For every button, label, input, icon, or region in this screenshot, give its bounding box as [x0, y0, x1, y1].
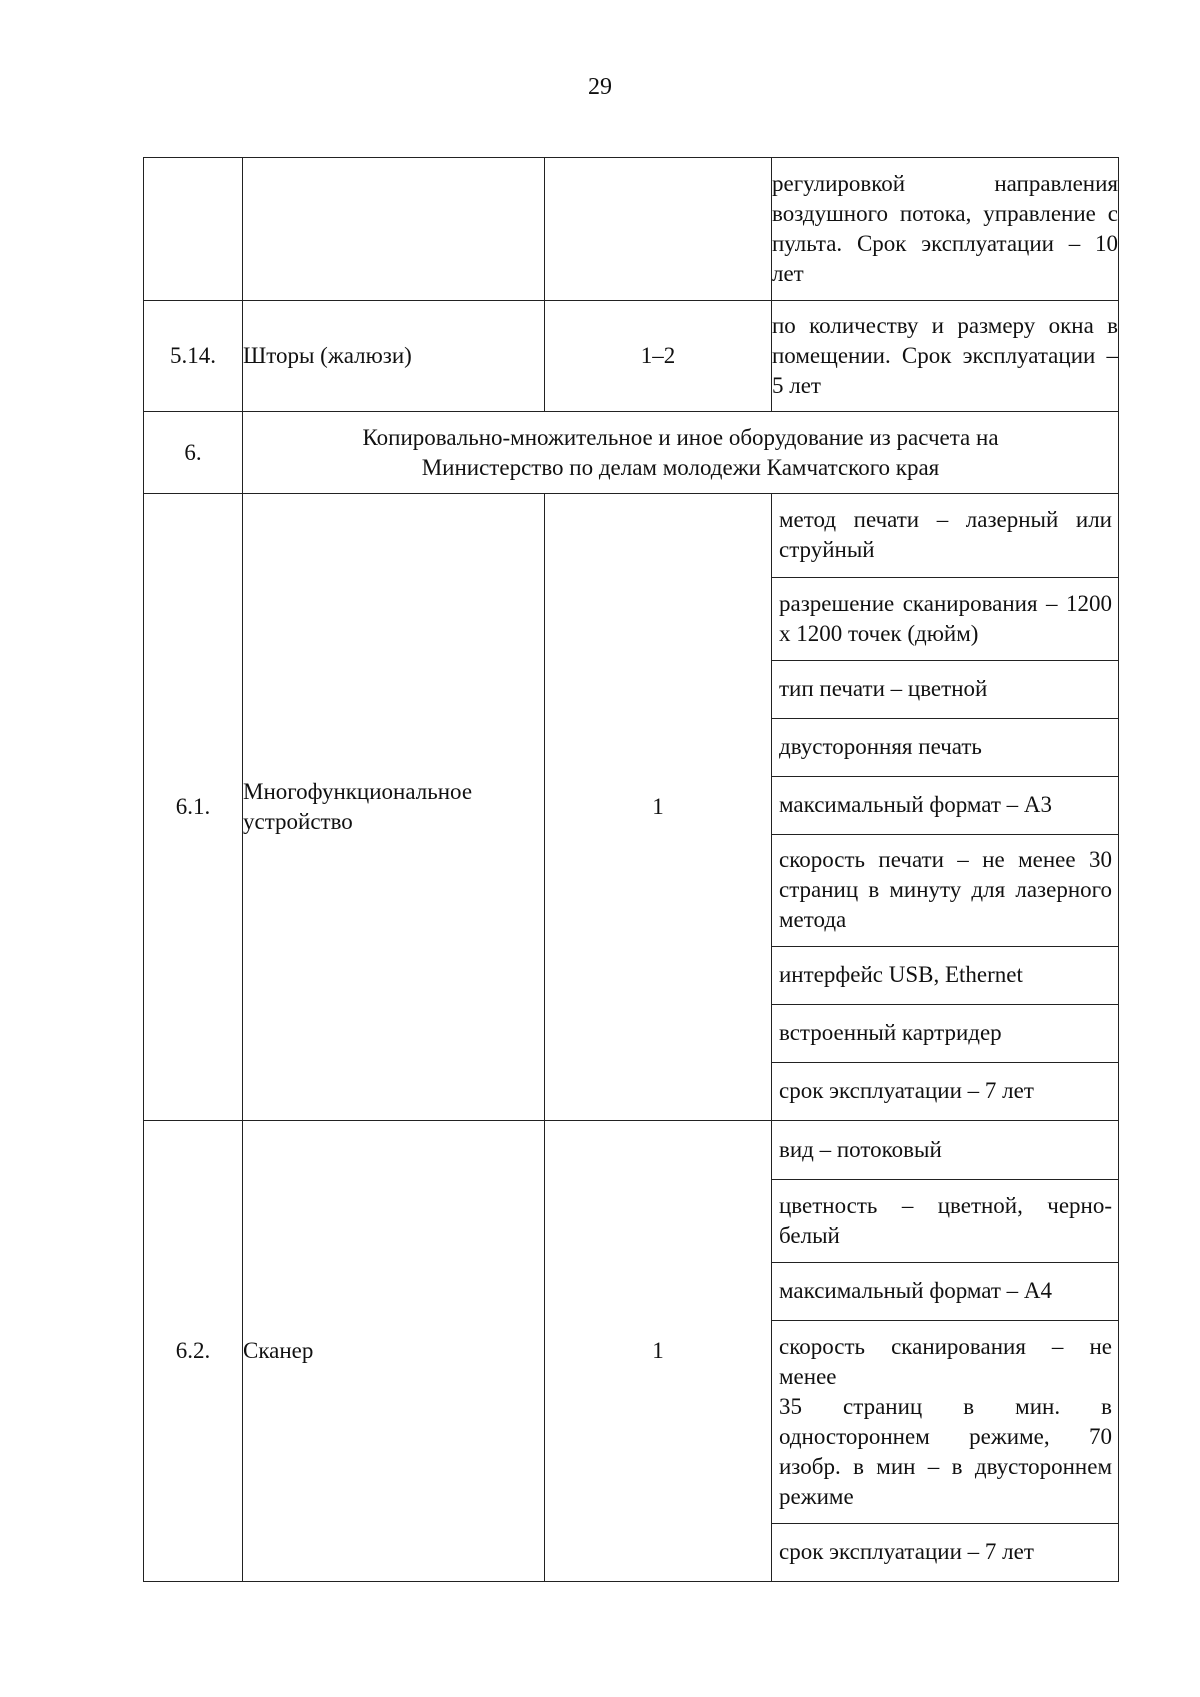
spec-item: [772, 1320, 1118, 1523]
spec-item: встроенный картридер: [772, 1004, 1118, 1062]
section-title-line: Копировально-множительное и иное оборудование из расчета на: [362, 424, 999, 450]
spec-item-line: скорость сканирования – не менее: [779, 1333, 1112, 1389]
cell-spec: [772, 158, 1119, 301]
page-number: 29: [588, 74, 612, 100]
cell-num: 6.2.: [144, 1121, 243, 1582]
cell-qty: 1–2: [545, 301, 772, 412]
cell-qty: 1: [545, 494, 772, 1121]
table-row-continuation: [144, 158, 1119, 301]
spec-item: максимальный формат – А4: [772, 1262, 1118, 1320]
spec-item: скорость печати – не менее 30 страниц в минуту для лазерного метода: [772, 834, 1118, 946]
spec-item: интерфейс USB, Ethernet: [772, 946, 1118, 1004]
cell-qty: [545, 158, 772, 301]
spec-item: цветность – цветной, черно-белый: [772, 1179, 1118, 1262]
specs-list: [772, 1121, 1118, 1581]
spec-item: метод печати – лазерный или струйный: [779, 507, 1112, 563]
spec-item-line: 35 страниц в мин. в одностороннем режиме, 70 изобр. в мин – в двустороннем режиме: [779, 1393, 1112, 1509]
specs-cell: [772, 494, 1119, 1121]
spec-item: тип печати – цветной: [772, 660, 1118, 718]
table-row-section-6: [144, 412, 1119, 494]
spec-item: максимальный формат – А3: [772, 776, 1118, 834]
cell-spec: по количеству и размеру окна в помещении. Срок эксплуатации – 5 лет: [772, 301, 1119, 412]
cell-name: Многофункциональное устройство: [243, 494, 545, 1121]
spec-item: срок эксплуатации – 7 лет: [772, 1062, 1118, 1120]
specs-cell: [772, 1121, 1119, 1582]
cell-num: 5.14.: [144, 301, 243, 412]
table-row-6-2: [144, 1121, 1119, 1582]
spec-item: двусторонняя печать: [772, 718, 1118, 776]
spec-item: разрешение сканирования – 1200 x 1200 точек (дюйм): [772, 577, 1118, 660]
cell-qty: 1: [545, 1121, 772, 1582]
spec-text: регулировкой направления воздушного потока, управление с пульта. Срок эксплуатации – 10 лет: [772, 171, 1118, 286]
table-row-6-1: [144, 494, 1119, 1121]
cell-num: 6.: [144, 412, 243, 494]
section-title: [243, 412, 1119, 494]
cell-name: [243, 158, 545, 301]
specs-list: [772, 494, 1118, 1120]
equipment-table: [143, 157, 1119, 1582]
table-row-5-14: [144, 301, 1119, 412]
cell-name: Сканер: [243, 1121, 545, 1582]
spec-item: вид – потоковый: [779, 1136, 942, 1162]
cell-num: 6.1.: [144, 494, 243, 1121]
cell-num: [144, 158, 243, 301]
spec-item: срок эксплуатации – 7 лет: [772, 1523, 1118, 1581]
section-title-line: Министерство по делам молодежи Камчатского края: [421, 454, 940, 480]
cell-name: Шторы (жалюзи): [243, 301, 545, 412]
